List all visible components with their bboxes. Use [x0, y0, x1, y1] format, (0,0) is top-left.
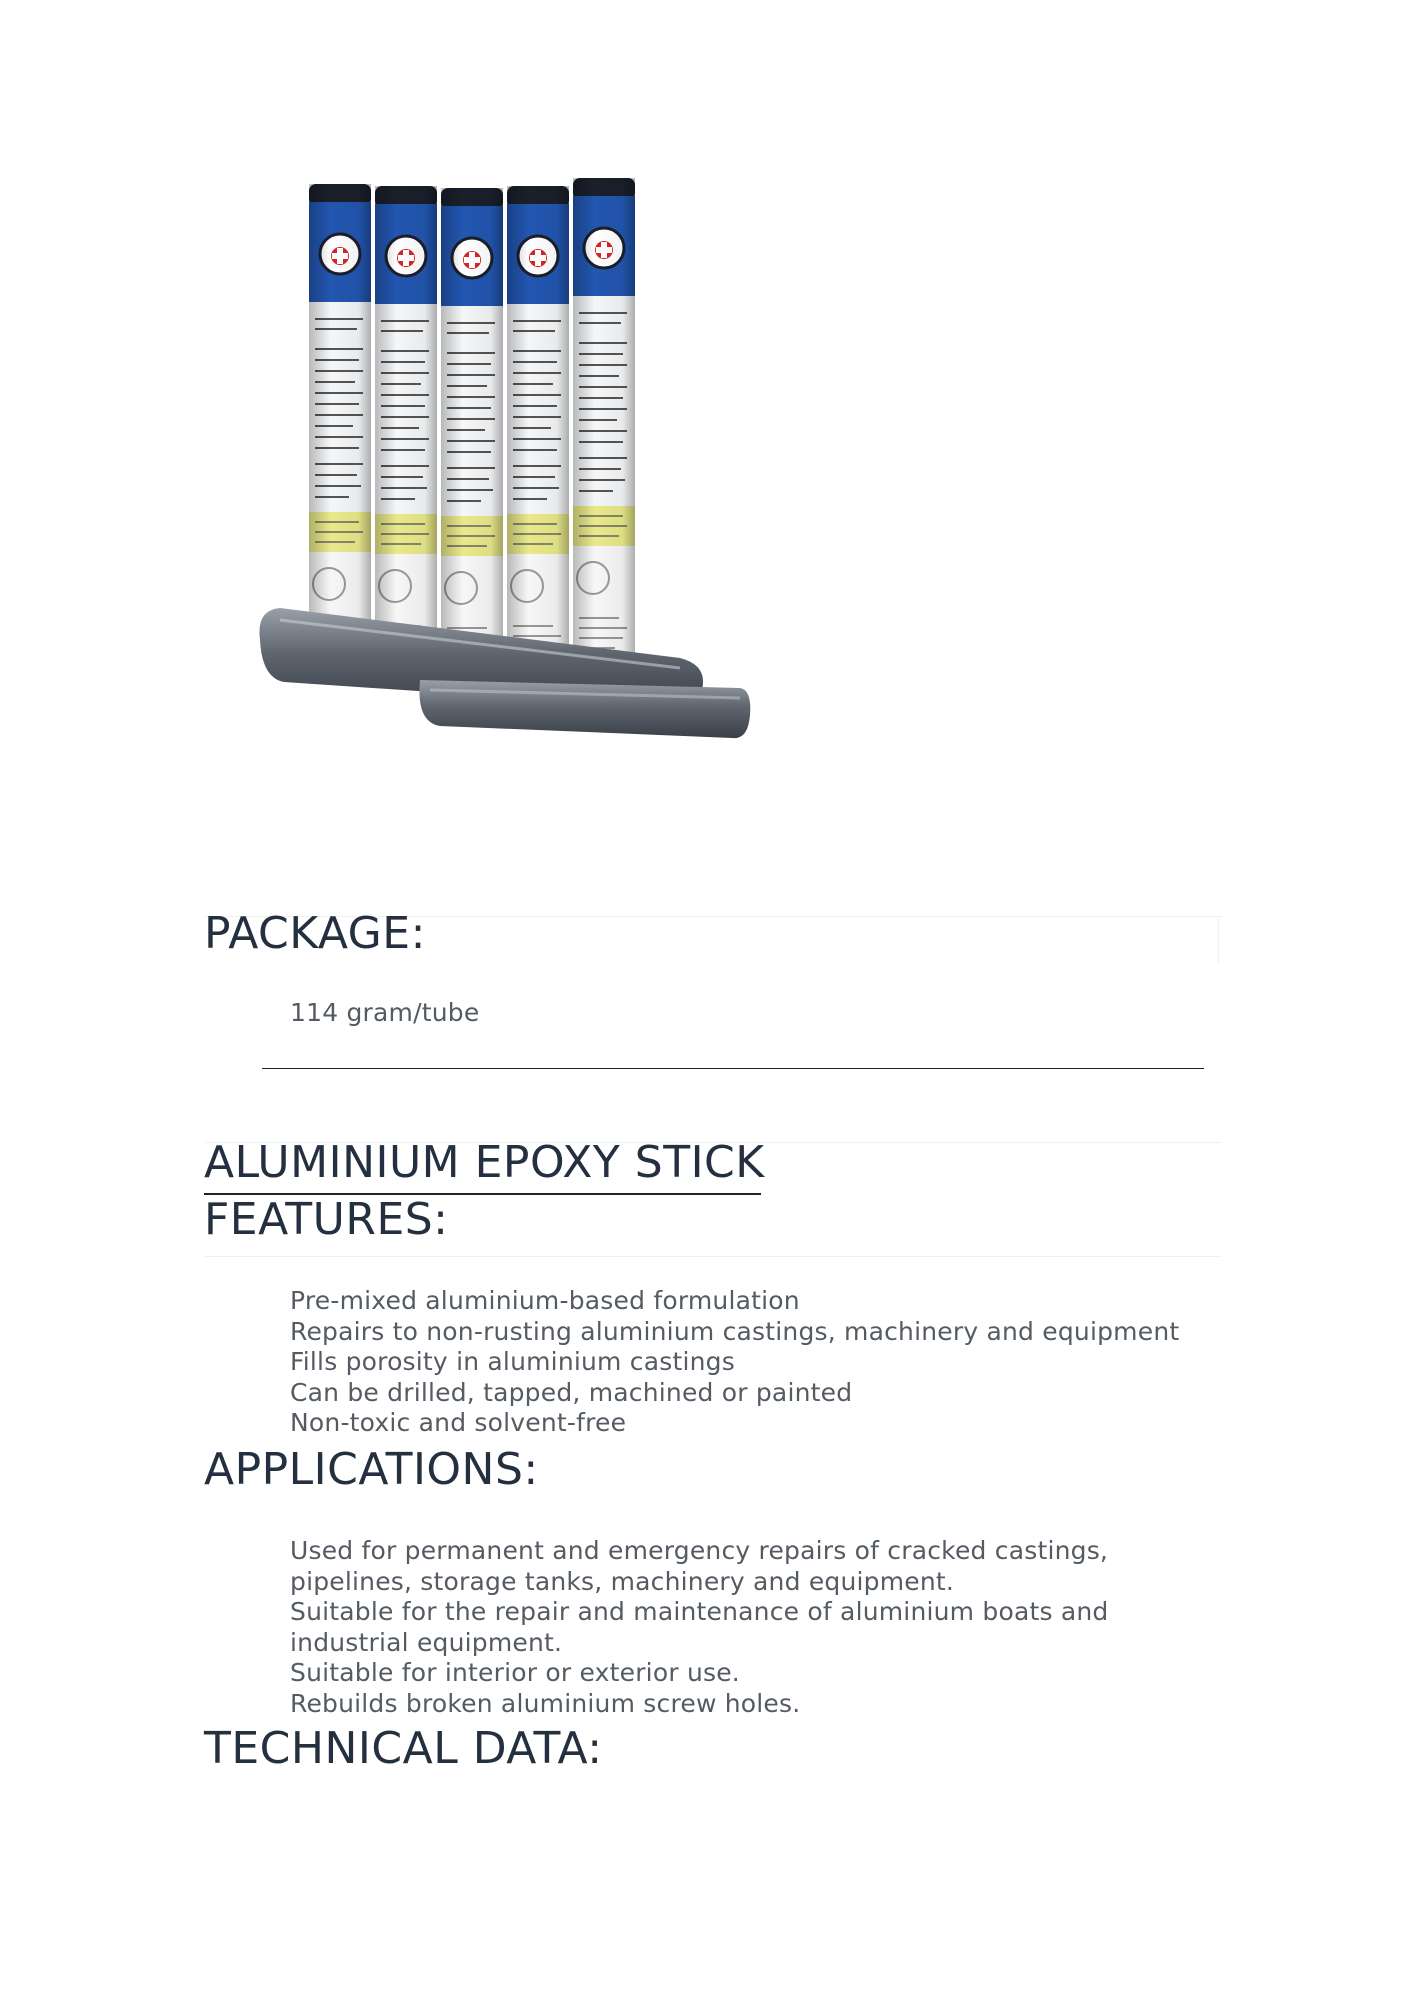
faint-rule [204, 1256, 1222, 1257]
features-heading: FEATURES: [204, 1194, 449, 1245]
list-item: Used for permanent and emergency repairs of cracked castings, [290, 1536, 1109, 1565]
list-item: pipelines, storage tanks, machinery and equipment. [290, 1566, 955, 1596]
list-item: Repairs to non-rusting aluminium castings, machinery and equipment [290, 1316, 1180, 1346]
epoxy-tube [441, 188, 503, 676]
package-heading: PACKAGE: [204, 908, 426, 959]
applications-heading: APPLICATIONS: [204, 1444, 539, 1495]
package-value: 114 gram/tube [290, 998, 480, 1027]
features-list [290, 1286, 1179, 1439]
applications-list [290, 1536, 1108, 1719]
list-item: Suitable for interior or exterior use. [290, 1658, 740, 1687]
epoxy-tube [309, 184, 371, 672]
product-title: ALUMINIUM EPOXY STICK [204, 1137, 765, 1188]
putty-stick [419, 680, 750, 738]
faint-rule [1218, 916, 1219, 964]
epoxy-tube [507, 186, 569, 674]
list-item: Suitable for the repair and maintenance of aluminium boats and [290, 1597, 1109, 1626]
list-item: Rebuilds broken aluminium screw holes. [290, 1688, 801, 1718]
list-item: Pre-mixed aluminium-based formulation [290, 1286, 800, 1315]
technical-data-heading: TECHNICAL DATA: [204, 1723, 603, 1774]
list-item: Fills porosity in aluminium castings [290, 1347, 735, 1376]
section-divider [262, 1068, 1204, 1069]
list-item: industrial equipment. [290, 1627, 563, 1657]
list-item: Can be drilled, tapped, machined or painted [290, 1377, 853, 1407]
epoxy-tube [573, 178, 635, 666]
product-image [240, 170, 760, 780]
epoxy-tube [375, 186, 437, 674]
list-item: Non-toxic and solvent-free [290, 1408, 627, 1437]
